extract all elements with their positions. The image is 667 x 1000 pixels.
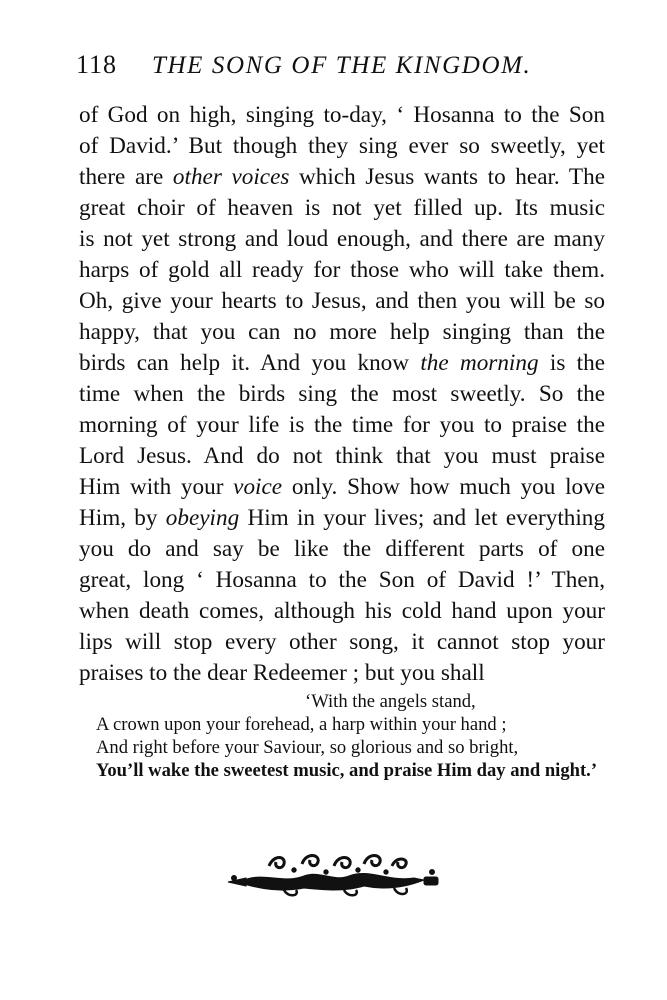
page-number: 118 bbox=[76, 50, 118, 79]
text-line: Him with your voice only. Show how much you love bbox=[79, 474, 606, 500]
text-line: praises to the dear Redeemer ; but you shall bbox=[79, 660, 485, 686]
text-line: when death comes, although his cold hand upon your bbox=[79, 598, 605, 624]
text-line: Him, by obeying Him in your lives; and let everything bbox=[79, 505, 605, 531]
text-line: of David.’ But though they sing ever so sweetly, yet bbox=[79, 133, 605, 159]
text-line: great, long ‘ Hosanna to the Son of David !’ Then, bbox=[79, 567, 605, 593]
text-line: you do and say be like the different parts of one bbox=[79, 536, 605, 562]
text-line: is not yet strong and loud enough, and there are many bbox=[79, 226, 605, 252]
page-header bbox=[70, 50, 615, 84]
text-line: great choir of heaven is not yet filled up. Its music bbox=[79, 195, 605, 221]
text-line: lips will stop every other song, it cannot stop your bbox=[79, 629, 605, 655]
verse-line: And right before your Saviour, so glorious and so bright, bbox=[96, 737, 519, 758]
text-line: there are other voices which Jesus wants to hear. The bbox=[79, 164, 605, 190]
text-line: harps of gold all ready for those who will take them. bbox=[79, 257, 605, 283]
text-line: Oh, give your hearts to Jesus, and then you will be so bbox=[79, 288, 605, 314]
text-line: time when the birds sing the most sweetly. So the bbox=[79, 381, 605, 407]
body-text bbox=[79, 100, 605, 689]
verse-line: A crown upon your forehead, a harp within your hand ; bbox=[96, 714, 507, 735]
text-line: morning of your life is the time for you to praise the bbox=[79, 412, 605, 438]
verse-quotation bbox=[96, 690, 608, 782]
running-title: THE SONG OF THE KINGDOM. bbox=[152, 52, 532, 79]
verse-line: ‘With the angels stand, bbox=[305, 691, 476, 712]
text-line: happy, that you can no more help singing than the bbox=[79, 319, 605, 345]
text-line: Lord Jesus. And do not think that you must praise bbox=[79, 443, 605, 469]
text-line: birds can help it. And you know the morning is the bbox=[79, 350, 605, 376]
verse-line: You’ll wake the sweetest music, and praise Him day and night.’ bbox=[96, 760, 598, 781]
floral-tailpiece-icon bbox=[224, 850, 446, 898]
text-line: of God on high, singing to-day, ‘ Hosanna to the Son bbox=[79, 102, 605, 128]
